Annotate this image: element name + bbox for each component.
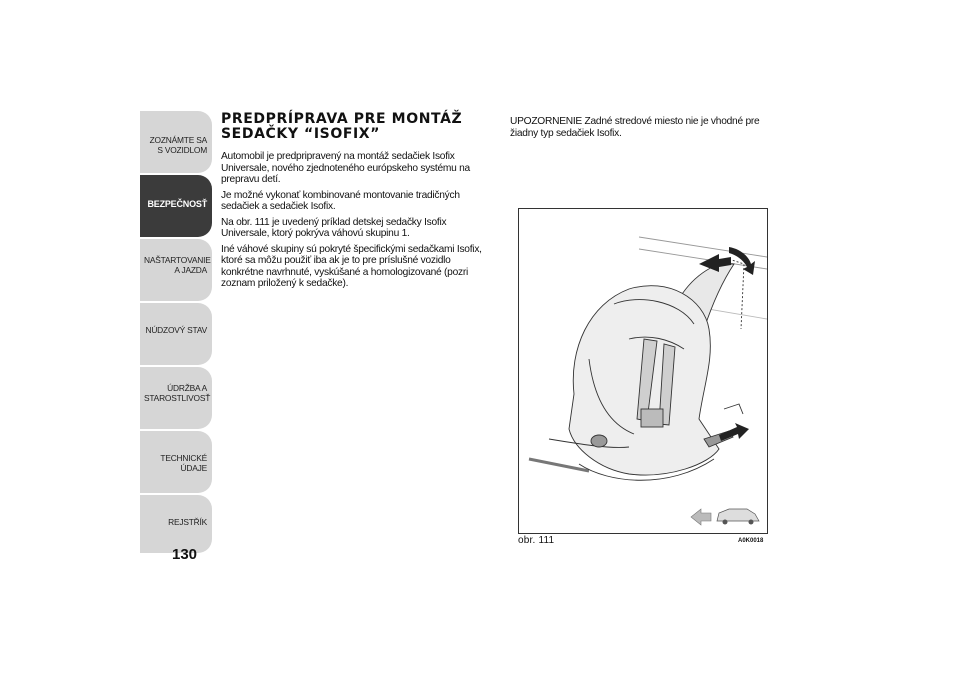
arrow-isofix-icon [719, 423, 749, 441]
tab-label: TECHNICKÉ ÚDAJE [160, 453, 207, 473]
warning-note: UPOZORNENIE Zadné stredové miesto nie je vhodné pre žiadny typ sedačiek Isofix. [510, 116, 760, 139]
figure-caption: obr. 111 [518, 535, 555, 546]
heading-line-1: PREDPRÍPRAVA PRE MONTÁŽ [221, 111, 463, 127]
tab-nudzovy-stav[interactable] [140, 303, 212, 365]
paragraph-4: Iné váhové skupiny sú pokryté špecifickými sedačkami Isofix, ktoré sa môžu použiť iba ak je to pre príslušné vozidlo konkrétne navrhnuté, vyskúšané a homologizované (pozri zoznam priložený k sedačke). [221, 243, 482, 289]
tab-label: ZOZNÁMTE SA S VOZIDLOM [149, 135, 207, 155]
tab-label: REJSTŘÍK [168, 517, 207, 527]
paragraph-3: Na obr. 111 je uvedený príklad detskej sedačky Isofix Universale, ktorý pokrýva váhovú skupinu 1. [221, 216, 447, 239]
tab-zoznamte-sa-s-vozidlom[interactable] [140, 111, 212, 173]
tab-bezpecnost[interactable] [140, 175, 212, 237]
section-heading [221, 112, 491, 142]
tab-label: NÚDZOVÝ STAV [145, 325, 207, 335]
main-column [221, 112, 491, 290]
side-column [510, 116, 780, 139]
car-direction-icon [691, 509, 759, 525]
tab-rejstrik[interactable] [140, 495, 212, 553]
paragraph-2: Je možné vykonať kombinované montovanie tradičných sedačiek a sedačiek Isofix. [221, 189, 460, 212]
heading-line-2: SEDAČKY “ISOFIX” [221, 126, 380, 142]
figure-code: A0K0018 [738, 538, 764, 544]
chapter-sidebar [140, 111, 212, 555]
tab-label: BEZPEČNOSŤ [147, 199, 207, 209]
paragraph-1: Automobil je predpripravený na montáž sedačiek Isofix Universale, nového zjednoteného európskeho systému na prepravu detí. [221, 151, 470, 185]
tab-technicke-udaje[interactable] [140, 431, 212, 493]
tab-udrzba-a-starostlivost[interactable] [140, 367, 212, 429]
arrow-curved-icon [729, 247, 755, 275]
tab-label: NAŠTARTOVANIE A JAZDA [144, 255, 211, 275]
tab-label: ÚDRŽBA A STAROSTLIVOSŤ [144, 383, 211, 403]
figure-isofix-seat [518, 208, 768, 534]
tab-nastartovanie-a-jazda[interactable] [140, 239, 212, 301]
page-number: 130 [172, 546, 198, 563]
isofix-seat-illustration [519, 209, 767, 533]
